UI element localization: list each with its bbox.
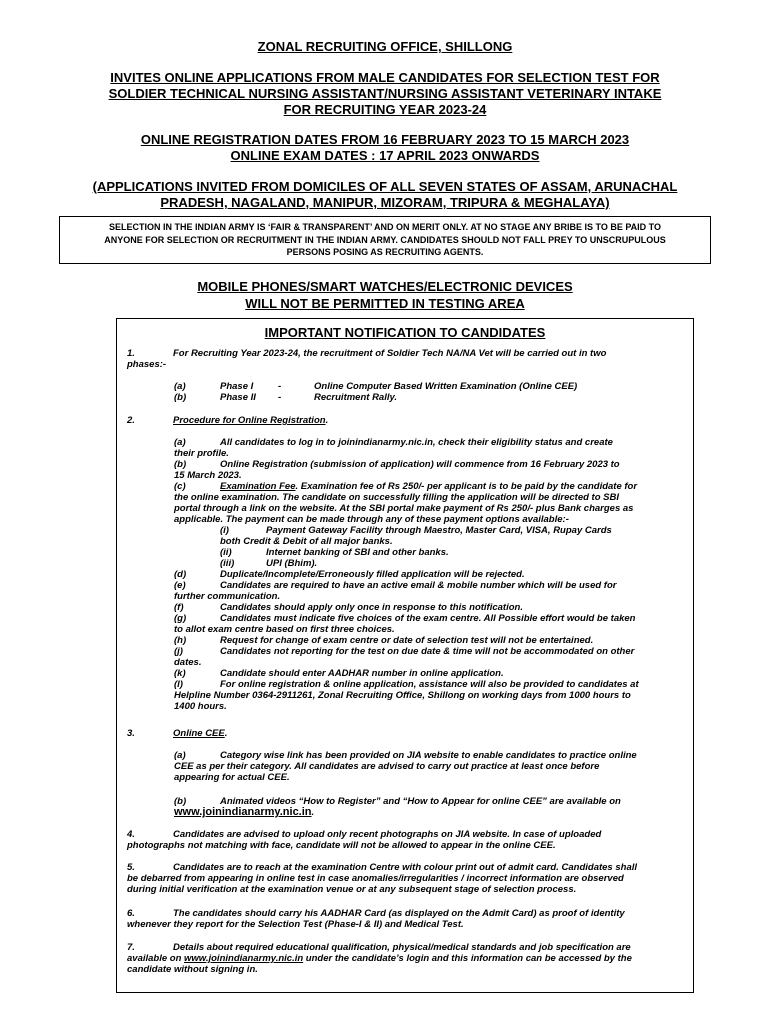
devices-line-1: MOBILE PHONES/SMART WATCHES/ELECTRONIC DEVICES bbox=[197, 279, 573, 294]
item-2f bbox=[174, 602, 685, 613]
item-letter: (l) bbox=[174, 679, 183, 690]
payment-option bbox=[174, 547, 685, 558]
item-letter: (c) bbox=[174, 481, 186, 492]
para-2-heading-row: 2. Procedure for Online Registration. bbox=[127, 415, 329, 426]
option-number: (i) bbox=[220, 525, 229, 536]
para-6-text-cont: whenever they report for the Selection Test (Phase-I & II) and Medical Test. bbox=[127, 919, 464, 930]
item-2h bbox=[174, 635, 685, 646]
item-text: Candidates must indicate five choices of the exam centre. All Possible effort would be taken bbox=[220, 613, 636, 624]
item-text: . Examination fee of Rs 250/- per applicant is to be paid by the candidate for bbox=[295, 481, 638, 492]
invite-line-3: FOR RECRUITING YEAR 2023-24 bbox=[283, 102, 487, 117]
para-3a bbox=[174, 750, 685, 783]
para-3-heading: Online CEE bbox=[173, 728, 225, 739]
phase-dash: - bbox=[278, 392, 282, 403]
item-2b bbox=[174, 459, 685, 470]
warning-line-2: ANYONE FOR SELECTION OR RECRUITMENT IN THE INDIAN ARMY. CANDIDATES SHOULD NOT FALL PREY TO UNSCRUPULOUS bbox=[104, 234, 666, 245]
para-5-text: Candidates are to reach at the examination Centre with colour print out of admit card. Candidates shall bbox=[173, 862, 638, 873]
item-letter: (k) bbox=[174, 668, 186, 679]
para-6-number: 6. bbox=[127, 908, 135, 919]
domicile-line-1: (APPLICATIONS INVITED FROM DOMICILES OF ALL SEVEN STATES OF ASSAM, ARUNACHAL bbox=[92, 179, 678, 194]
para-6 bbox=[127, 908, 685, 930]
item-letter: (h) bbox=[174, 635, 187, 646]
para-7 bbox=[127, 942, 685, 975]
phase-letter: (a) bbox=[174, 381, 186, 392]
item-text-cont: CEE as per their category. All candidates are advised to carry out practice at least once before bbox=[174, 761, 600, 772]
item-letter: (b) bbox=[174, 796, 187, 807]
para-4-number: 4. bbox=[127, 829, 135, 840]
registration-dates: ONLINE REGISTRATION DATES FROM 16 FEBRUARY 2023 TO 15 MARCH 2023 bbox=[140, 132, 630, 147]
para-1-text-cont: phases:- bbox=[127, 359, 167, 370]
phase-name: Phase II bbox=[220, 392, 256, 403]
item-text: Animated videos “How to Register” and “How to Appear for online CEE” are available on bbox=[220, 796, 621, 807]
para-4-text: Candidates are advised to upload only recent photographs on JIA website. In case of uploaded bbox=[173, 829, 602, 840]
para-6-text: The candidates should carry his AADHAR Card (as displayed on the Admit Card) as proof of identity bbox=[173, 908, 625, 919]
para-1-text: For Recruiting Year 2023-24, the recruitment of Soldier Tech NA/NA Vet will be carried out in two bbox=[173, 348, 607, 359]
para-7-text-cont: candidate without signing in. bbox=[127, 964, 258, 975]
devices-line-2: WILL NOT BE PERMITTED IN TESTING AREA bbox=[245, 296, 525, 311]
option-text: Payment Gateway Facility through Maestro, Master Card, VISA, Rupay Cards bbox=[266, 525, 612, 536]
item-text: Duplicate/Incomplete/Erroneously filled application will be rejected. bbox=[220, 569, 525, 580]
phase-letter: (b) bbox=[174, 392, 187, 403]
item-text-cont: to allot exam centre based on first three choices. bbox=[174, 624, 395, 635]
invite-heading bbox=[60, 70, 710, 118]
fee-label: Examination Fee bbox=[220, 481, 296, 492]
domicile-line-2: PRADESH, NAGALAND, MANIPUR, MIZORAM, TRIPURA & MEGHALAYA) bbox=[160, 195, 610, 210]
para-1 bbox=[127, 348, 685, 370]
para-5-text-cont: during initial verification at the examination venue or at any subsequent stage of selection process. bbox=[127, 884, 577, 895]
item-text: Candidates are required to have an active email & mobile number which will be used for bbox=[220, 580, 617, 591]
payment-option bbox=[174, 558, 685, 569]
para-5-number: 5. bbox=[127, 862, 135, 873]
para-7-text: Details about required educational qualification, physical/medical standards and job specification are bbox=[173, 942, 631, 953]
item-text-cont: appearing for actual CEE. bbox=[174, 772, 290, 783]
notification-title: IMPORTANT NOTIFICATION TO CANDIDATES bbox=[264, 325, 546, 340]
para-3b: (b) Animated videos “How to Register” and “How to Appear for online CEE” are available on www.joinindianarmy.nic.in. bbox=[174, 796, 621, 818]
item-2k bbox=[174, 668, 685, 679]
item-2j bbox=[174, 646, 685, 657]
dates-heading bbox=[60, 132, 710, 164]
para-1-number: 1. bbox=[127, 348, 135, 359]
item-letter: (j) bbox=[174, 646, 183, 657]
item-text: For online registration & online application, assistance will also be provided to candidates at bbox=[220, 679, 639, 690]
para-2-heading: Procedure for Online Registration bbox=[173, 415, 326, 426]
payment-option bbox=[174, 525, 685, 536]
item-text: Category wise link has been provided on JIA website to enable candidates to practice online bbox=[220, 750, 637, 761]
item-text: Online Registration (submission of application) will commence from 16 February 2023 to bbox=[220, 459, 620, 470]
item-text-cont: the online examination. The candidate on successfully filling the application will be directed to SBI bbox=[174, 492, 619, 503]
item-2a bbox=[174, 437, 685, 448]
para-2-number: 2. bbox=[127, 415, 135, 426]
item-text-cont: 1400 hours. bbox=[174, 701, 227, 712]
warning-line-3: PERSONS POSING AS RECRUITING AGENTS. bbox=[286, 247, 484, 257]
item-letter: (a) bbox=[174, 437, 186, 448]
para-7-number: 7. bbox=[127, 942, 135, 953]
option-number: (iii) bbox=[220, 558, 235, 569]
item-text: All candidates to log in to joinindianarmy.nic.in, check their eligibility status and create bbox=[220, 437, 613, 448]
para-2-body bbox=[174, 437, 685, 712]
bribe-warning-box bbox=[59, 216, 711, 264]
item-2g bbox=[174, 613, 685, 624]
phase-desc: Online Computer Based Written Examination (Online CEE) bbox=[314, 381, 578, 392]
item-text: Candidates not reporting for the test on due date & time will not be accommodated on other bbox=[220, 646, 635, 657]
domicile-heading bbox=[50, 179, 720, 211]
jia-website-link[interactable]: www.joinindianarmy.nic.in bbox=[174, 806, 312, 818]
invite-line-1: INVITES ONLINE APPLICATIONS FROM MALE CANDIDATES FOR SELECTION TEST FOR bbox=[110, 70, 660, 85]
item-2d bbox=[174, 569, 685, 580]
item-2l bbox=[174, 679, 685, 690]
item-letter: (b) bbox=[174, 459, 187, 470]
devices-heading bbox=[60, 278, 710, 312]
item-text-cont: dates. bbox=[174, 657, 202, 668]
phase-dash: - bbox=[278, 381, 282, 392]
item-text-cont: 15 March 2023. bbox=[174, 470, 242, 481]
option-text: UPI (Bhim). bbox=[266, 558, 318, 569]
para-4-text-cont: photographs not matching with face, candidate will not be allowed to appear in the online CEE. bbox=[127, 840, 556, 851]
item-letter: (f) bbox=[174, 602, 184, 613]
option-number: (ii) bbox=[220, 547, 232, 558]
para-4 bbox=[127, 829, 685, 851]
item-text: Request for change of exam centre or date of selection test will not be entertained. bbox=[220, 635, 594, 646]
office-title: ZONAL RECRUITING OFFICE, SHILLONG bbox=[257, 39, 513, 54]
item-text-cont: portal through a link on the website. At the SBI portal make payment of Rs 250/- plus Bank charges as bbox=[174, 503, 634, 514]
item-letter: (d) bbox=[174, 569, 187, 580]
item-text-cont: Helpline Number 0364-2911261, Zonal Recruiting Office, Shillong on working days from 1000 hours to bbox=[174, 690, 631, 701]
item-2c bbox=[174, 481, 685, 492]
warning-line-1: SELECTION IN THE INDIAN ARMY IS ‘FAIR & TRANSPARENT’ AND ON MERIT ONLY. AT NO STAGE ANY BRIBE IS TO BE PAID TO bbox=[108, 222, 662, 232]
invite-line-2: SOLDIER TECHNICAL NURSING ASSISTANT/NURSING ASSISTANT VETERINARY INTAKE bbox=[108, 86, 662, 101]
item-text-cont: their profile. bbox=[174, 448, 229, 459]
item-text-cont: further communication. bbox=[174, 591, 281, 602]
phase-item bbox=[174, 381, 674, 392]
option-text-cont: both Credit & Debit of all major banks. bbox=[220, 536, 393, 547]
phase-name: Phase I bbox=[220, 381, 254, 392]
para-3-heading-row: 3. Online CEE. bbox=[127, 728, 228, 739]
item-text-cont: applicable. The payment can be made through any of these payment options available:- bbox=[174, 514, 569, 525]
item-letter: (e) bbox=[174, 580, 186, 591]
item-2e bbox=[174, 580, 685, 591]
option-text: Internet banking of SBI and other banks. bbox=[266, 547, 449, 558]
exam-dates: ONLINE EXAM DATES : 17 APRIL 2023 ONWARDS bbox=[230, 148, 540, 163]
phase-desc: Recruitment Rally. bbox=[314, 392, 398, 403]
para-3-number: 3. bbox=[127, 728, 135, 739]
item-text: Candidate should enter AADHAR number in online application. bbox=[220, 668, 504, 679]
item-text: Candidates should apply only once in response to this notification. bbox=[220, 602, 523, 613]
phase-list bbox=[174, 381, 674, 403]
item-letter: (g) bbox=[174, 613, 187, 624]
para-7-text-cont: under the candidate’s login and this information can be accessed by the bbox=[303, 953, 632, 964]
phase-item bbox=[174, 392, 674, 403]
item-letter: (a) bbox=[174, 750, 186, 761]
para-5-text-cont: be debarred from appearing in online test in case anomalies/irregularities / incorrect information are observed bbox=[127, 873, 624, 884]
jia-website-link[interactable]: www.joinindianarmy.nic.in bbox=[184, 953, 304, 964]
para-7-text-cont: available on bbox=[127, 953, 185, 964]
para-5 bbox=[127, 862, 685, 895]
